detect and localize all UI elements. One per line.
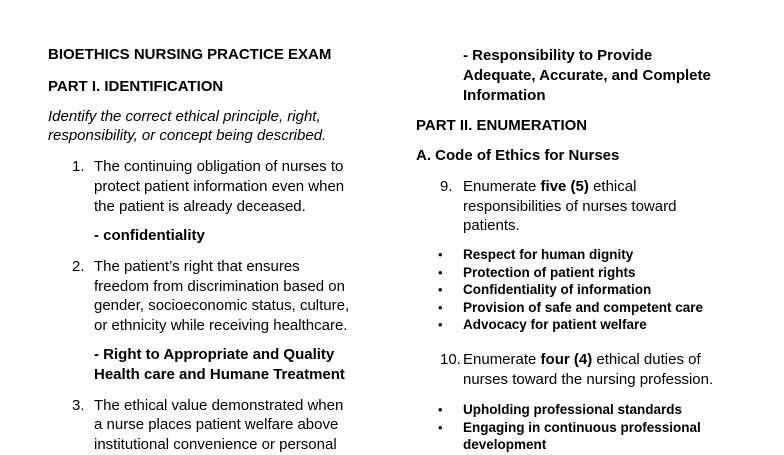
item-1-line3: the patient is already deceased. [94, 198, 306, 215]
item-8-answer-line3: Information [463, 87, 546, 104]
part2-heading: PART II. ENUMERATION [416, 117, 588, 134]
item-9-bullet-4: Provision of safe and competent care [463, 299, 704, 315]
item-2-line4: or ethnicity while receiving healthcare. [94, 317, 348, 334]
bullet-icon: • [438, 299, 443, 315]
item-8-answer-line1: - Responsibility to Provide [463, 47, 653, 64]
item-1-line1: The continuing obligation of nurses to [94, 158, 344, 175]
item-9-bullet-3: Confidentiality of information [463, 282, 652, 297]
item-2-line1: The patient’s right that ensures [94, 258, 300, 275]
item-10-line2: nurses toward the nursing profession. [463, 371, 714, 388]
item-2-line2: freedom from discrimination based on [94, 278, 345, 295]
item-3-line2: a nurse places patient welfare above [94, 416, 339, 433]
item-1-answer: - confidentiality [94, 227, 205, 244]
part2-subheading: A. Code of Ethics for Nurses [416, 147, 620, 164]
item-2-answer-line1: - Right to Appropriate and Quality [94, 346, 335, 363]
item-10-bullet-1: Upholding professional standards [463, 402, 683, 417]
bullet-icon: • [438, 264, 443, 280]
item-9-line3: patients. [463, 217, 520, 234]
item-9-bullet-5: Advocacy for patient welfare [463, 317, 647, 332]
item-9-line2: responsibilities of nurses toward [463, 198, 677, 215]
item-9-number: 9. [440, 178, 453, 195]
bullet-icon: • [438, 402, 443, 417]
bullet-icon: • [438, 247, 443, 262]
item-2-answer-line2: Health care and Humane Treatment [94, 366, 345, 383]
item-10-line1: Enumerate four (4) ethical duties of [463, 351, 701, 368]
item-3-line3: institutional convenience or personal [94, 436, 337, 453]
item-10-bullet-2-continued: development [463, 437, 547, 452]
bullet-icon: • [438, 419, 443, 435]
exam-title: BIOETHICS NURSING PRACTICE EXAM [48, 46, 332, 63]
item-3-number: 3. [72, 397, 85, 414]
item-9-bullet-2: Protection of patient rights [463, 264, 636, 280]
item-9-bullet-1: Respect for human dignity [463, 247, 634, 262]
bullet-icon: • [438, 282, 443, 297]
item-2-number: 2. [72, 258, 85, 275]
item-2-line3: gender, socioeconomic status, culture, [94, 297, 350, 314]
item-9-line1: Enumerate five (5) ethical [463, 178, 637, 195]
item-8-answer-line2: Adequate, Accurate, and Complete [463, 67, 711, 84]
part1-instructions-line1: Identify the correct ethical principle, right, [48, 108, 321, 125]
item-1-line2: protect patient information even when [94, 178, 345, 195]
bullet-icon: • [438, 317, 443, 332]
part1-instructions-line2: responsibility, or concept being described. [48, 127, 327, 144]
item-3-line1: The ethical value demonstrated when [94, 397, 344, 414]
item-10-bullet-2: Engaging in continuous professional [463, 419, 701, 435]
item-10-number: 10. [440, 351, 461, 368]
part1-heading: PART I. IDENTIFICATION [48, 78, 224, 95]
item-1-number: 1. [72, 158, 85, 175]
